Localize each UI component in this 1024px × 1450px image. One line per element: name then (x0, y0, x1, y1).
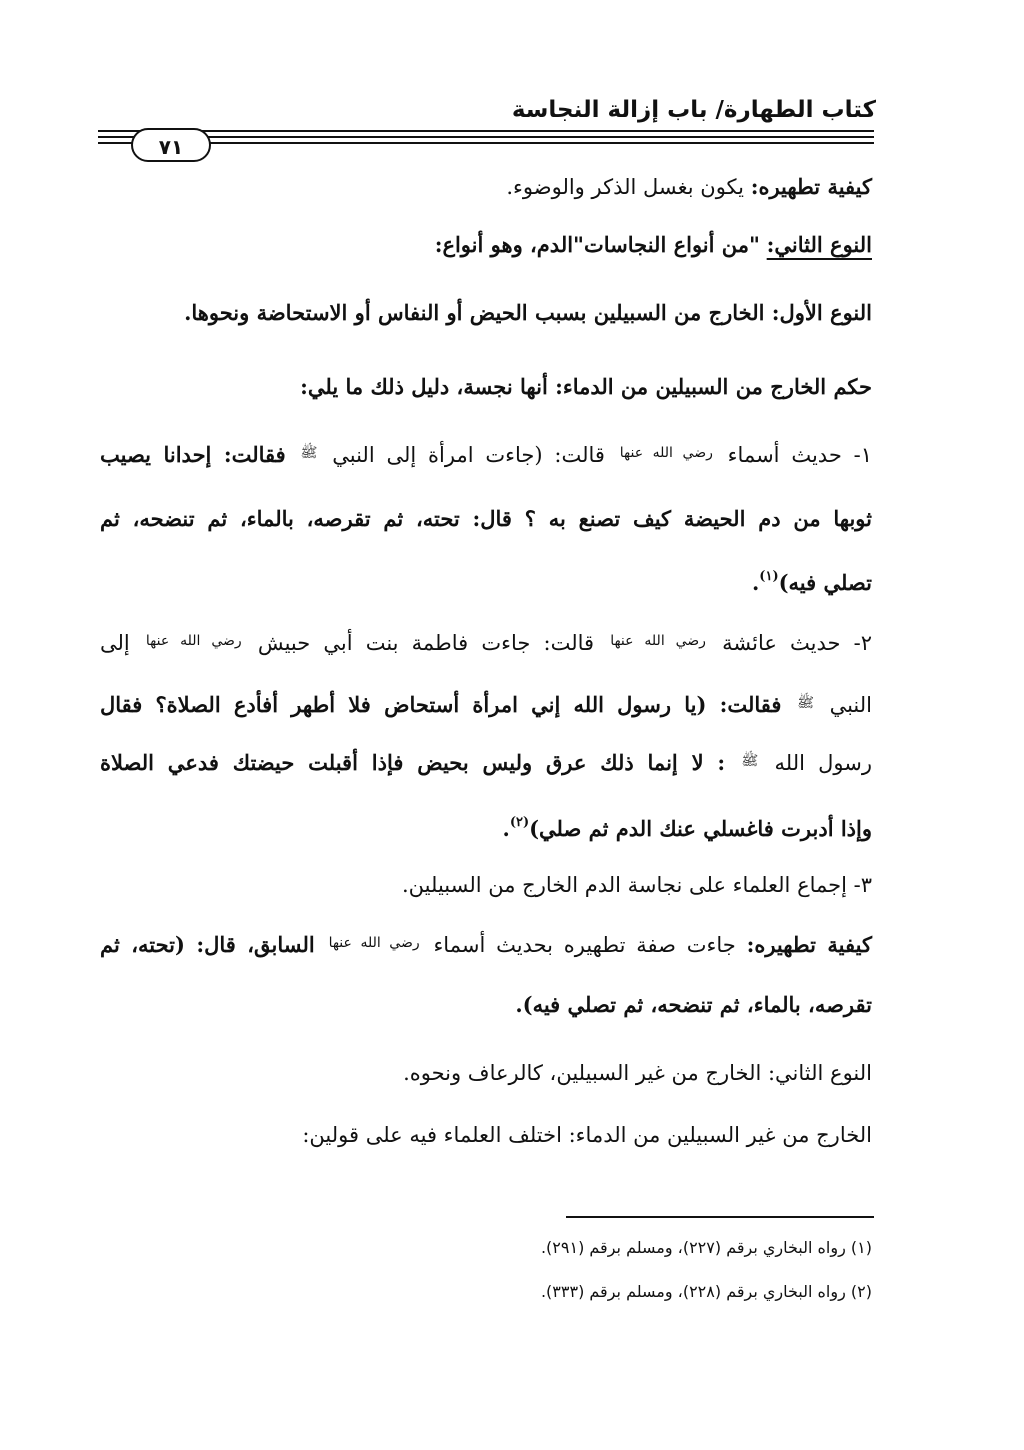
footnote-ref-1: (١) (759, 569, 779, 584)
footnote-ref-2: (٢) (509, 815, 530, 830)
purification-line-1 (100, 928, 872, 960)
honorific-prophet-icon: ﷺ (300, 445, 318, 461)
section-heading-second-type: النوع الثاني: (766, 232, 872, 257)
honorific-female-icon: رضي الله عنها (145, 633, 242, 649)
header-rule-top (98, 130, 874, 132)
hadith-2-part-a: ٢- حديث عائشة (722, 631, 873, 655)
text-line-3: النوع الأول: الخارج من السبيلين بسبب الحيض أو النفاس أو الاستحاضة ونحوها. (184, 300, 872, 325)
hadith-1-line-2: ثوبها من دم الحيضة كيف تصنع به ؟ قال: تحته، ثم تقرصه، بالماء، ثم تنضحه، ثم (100, 506, 872, 531)
label-purification-1: كيفية تطهيره: (750, 174, 872, 199)
page-number-badge: ٧١ (131, 128, 211, 162)
hadith-1-part-c: فقالت: إحدانا يصيب (100, 442, 286, 467)
section-heading-text: "من أنواع النجاسات"الدم، وهو أنواع: (434, 232, 760, 257)
period: . (502, 816, 510, 841)
text-line-4: حكم الخارج من السبيلين من الدماء: أنها نجسة، دليل ذلك ما يلي: (300, 374, 872, 399)
hadith-1-line-3 (752, 562, 872, 598)
disagreement-line: الخارج من غير السبيلين من الدماء: اختلف العلماء فيه على قولين: (302, 1123, 872, 1147)
hadith-2-line-2 (100, 688, 872, 720)
hadith-2-part-b: قالت: جاءت فاطمة بنت أبي حبيش (257, 631, 595, 655)
second-type-line: النوع الثاني: الخارج من غير السبيلين، كالرعاف ونحوه. (403, 1061, 872, 1085)
footnote-2: (٢) رواه البخاري برقم (٢٢٨)، ومسلم برقم (٣٣٣). (540, 1282, 872, 1301)
purification-part-b: السابق، قال: (تحته، ثم (100, 932, 315, 957)
label-purification-2: كيفية تطهيره: (746, 932, 872, 957)
hadith-2-line-1 (100, 626, 872, 658)
hadith-2-line-3 (100, 746, 872, 778)
text-purification-1: يكون بغسل الذكر والوضوء. (506, 175, 745, 199)
text-line-1 (506, 172, 872, 202)
hadith-2-line-3-text: : لا إنما ذلك عرق وليس بحيض فإذا أقبلت حيضتك فدعي الصلاة (100, 750, 726, 775)
hadith-2-end: وإذا أدبرت فاغسلي عنك الدم ثم صلي) (529, 816, 872, 841)
hadith-1-part-a: ١- حديث أسماء (727, 443, 872, 467)
hadith-2-part-c: إلى (100, 631, 130, 655)
honorific-prophet-icon: ﷺ (741, 753, 759, 769)
hadith-2-line-4 (503, 808, 873, 844)
text-line-2 (435, 230, 872, 260)
footnote-1: (١) رواه البخاري برقم (٢٢٧)، ومسلم برقم (٢٩١). (540, 1238, 872, 1257)
purification-line-2: تقرصه، بالماء، ثم تنضحه، ثم تصلي فيه). (515, 992, 872, 1017)
hadith-1-part-b: قالت: (جاءت امرأة إلى النبي (332, 443, 605, 467)
hadith-2-prophet: النبي (829, 693, 872, 717)
running-header-title: كتاب الطهارة/ باب إزالة النجاسة (511, 97, 876, 123)
hadith-1-end: تصلي فيه) (778, 570, 872, 595)
header-rule-bottom (98, 142, 874, 144)
hadith-1-line-1 (100, 438, 872, 470)
honorific-female-icon: رضي الله عنها (328, 935, 420, 951)
header-rule-middle (98, 136, 874, 138)
consensus-point: ٣- إجماع العلماء على نجاسة الدم الخارج من السبيلين. (402, 873, 872, 897)
honorific-female-icon: رضي الله عنها (610, 633, 706, 649)
purification-part-a: جاءت صفة تطهيره بحديث أسماء (433, 933, 736, 957)
period: . (751, 570, 760, 595)
footnote-separator (566, 1216, 874, 1218)
honorific-female-icon: رضي الله عنها (619, 445, 713, 461)
honorific-prophet-icon: ﷺ (797, 695, 814, 711)
hadith-2-messenger: رسول الله (774, 751, 872, 775)
hadith-2-line-2-text: فقالت: (يا رسول الله إني امرأة أستحاض فلا أطهر أفأدع الصلاة؟ فقال (100, 692, 782, 717)
